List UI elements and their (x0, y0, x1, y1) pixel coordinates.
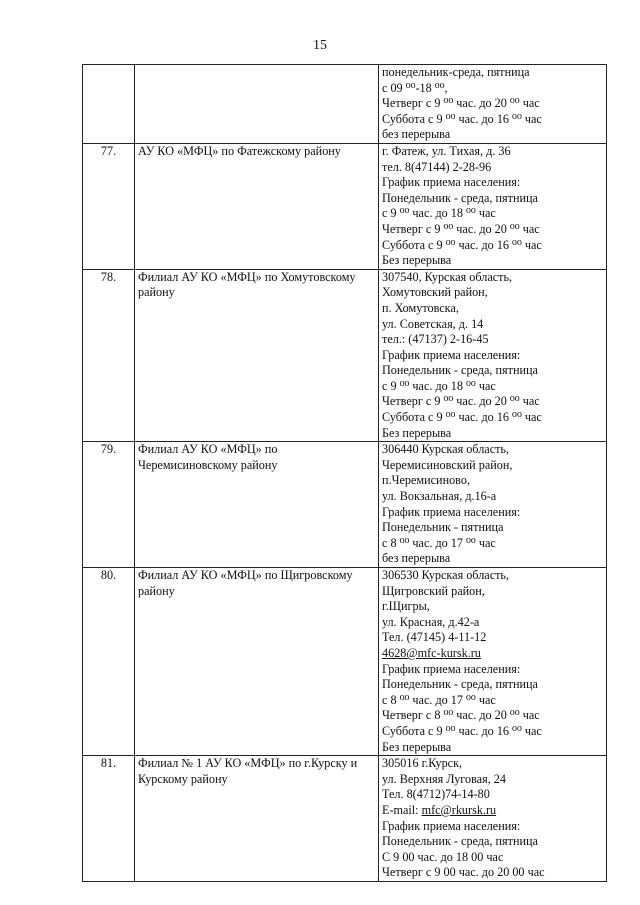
table-row (83, 269, 607, 442)
email-link[interactable]: 4628@mfc-kursk.ru (382, 645, 481, 660)
contact-line: ул. Красная, д.42-а (382, 614, 480, 629)
contact-line: Четверг с 8 ⁰⁰ час. до 20 ⁰⁰ час (382, 708, 540, 723)
contact-line: Суббота с 9 ⁰⁰ час. до 16 ⁰⁰ час (382, 111, 542, 126)
contact-line: Четверг с 9 00 час. до 20 00 час (382, 865, 545, 880)
table-row (83, 756, 607, 882)
contact-line: ул. Вокзальная, д.16-а (382, 489, 497, 504)
contact-line: Понедельник - пятница (382, 520, 504, 535)
contact-line: Хомутовский район, (382, 285, 488, 300)
contact-line: 305016 г.Курск, (382, 756, 463, 771)
contact-line: ул. Верхняя Луговая, 24 (382, 771, 506, 786)
row-number: 81. (83, 756, 135, 882)
contact-line: Понедельник - среда, пятница (382, 190, 538, 205)
contact-line: Тел. (47145) 4-11-12 (382, 630, 487, 645)
office-name: Филиал № 1 АУ КО «МФЦ» по г.Курску и Курскому району (135, 756, 379, 882)
contact-line: с 9 ⁰⁰ час. до 18 ⁰⁰ час (382, 206, 496, 221)
contact-line: с 8 ⁰⁰ час. до 17 ⁰⁰ час (382, 535, 496, 550)
office-name: Филиал АУ КО «МФЦ» по Черемисиновскому району (135, 442, 379, 568)
contact-line (382, 646, 603, 662)
mfc-offices-table (82, 64, 607, 882)
contact-line: без перерыва (382, 551, 451, 566)
office-name: АУ КО «МФЦ» по Фатежскому району (135, 143, 379, 269)
email-link[interactable]: mfc@rkursk.ru (421, 802, 497, 817)
contact-line: Без перерыва (382, 739, 452, 754)
contact-line: без перерыва (382, 127, 451, 142)
office-contacts-schedule (379, 568, 607, 756)
table-row (83, 568, 607, 756)
contact-line: С 9 00 час. до 18 00 час (382, 849, 504, 864)
table-row (83, 442, 607, 568)
contact-line: График приема населения: (382, 175, 521, 190)
page-number: 15 (313, 38, 327, 53)
office-contacts-schedule (379, 442, 607, 568)
contact-line: г. Фатеж, ул. Тихая, д. 36 (382, 143, 511, 158)
contact-line: Суббота с 9 ⁰⁰ час. до 16 ⁰⁰ час (382, 237, 542, 252)
contact-line: п. Хомутовска, (382, 300, 459, 315)
row-number: 77. (83, 143, 135, 269)
contact-line: Суббота с 9 ⁰⁰ час. до 16 ⁰⁰ час (382, 410, 542, 425)
contact-line: 306440 Курская область, (382, 442, 510, 457)
contact-line: Суббота с 9 ⁰⁰ час. до 16 ⁰⁰ час (382, 723, 542, 738)
office-name: Филиал АУ КО «МФЦ» по Хомутовскому району (135, 269, 379, 442)
contact-line: п.Черемисиново, (382, 473, 470, 488)
contact-line: 306530 Курская область, (382, 568, 510, 582)
contact-line: График приема населения: (382, 818, 521, 833)
table-row (83, 65, 607, 144)
contact-line: Без перерыва (382, 253, 452, 268)
contact-line: тел.: (47137) 2-16-45 (382, 332, 489, 347)
contact-line: График приема населения: (382, 504, 521, 519)
contact-line: Понедельник - среда, пятница (382, 363, 538, 378)
row-number: 79. (83, 442, 135, 568)
row-number: 80. (83, 568, 135, 756)
office-contacts-schedule (379, 269, 607, 442)
table-row (83, 143, 607, 269)
contact-line: Черемисиновский район, (382, 457, 513, 472)
contact-line: с 09 ⁰⁰-18 ⁰⁰, (382, 80, 448, 95)
office-name (135, 65, 379, 144)
contact-line: Четверг с 9 ⁰⁰ час. до 20 ⁰⁰ час (382, 96, 540, 111)
contact-line: Щигровский район, (382, 583, 485, 598)
contact-line: ул. Советская, д. 14 (382, 316, 484, 331)
contact-line: E-mail: mfc@rkursk.ru (382, 802, 497, 817)
contact-line: понедельник-среда, пятница (382, 65, 530, 79)
contact-line: г.Щигры, (382, 599, 430, 614)
contact-line: Понедельник - среда, пятница (382, 677, 538, 692)
contact-line: График приема населения: (382, 661, 521, 676)
contact-line: с 9 ⁰⁰ час. до 18 ⁰⁰ час (382, 378, 496, 393)
contact-line: График приема населения: (382, 347, 521, 362)
office-name: Филиал АУ КО «МФЦ» по Щигровскому району (135, 568, 379, 756)
contact-line: Четверг с 9 ⁰⁰ час. до 20 ⁰⁰ час (382, 394, 540, 409)
contact-line: тел. 8(47144) 2-28-96 (382, 159, 492, 174)
contact-line: Тел. 8(4712)74-14-80 (382, 787, 490, 802)
contact-line: 307540, Курская область, (382, 269, 513, 284)
contact-line: Без перерыва (382, 425, 452, 440)
office-contacts-schedule (379, 65, 607, 144)
office-contacts-schedule (379, 143, 607, 269)
row-number (83, 65, 135, 144)
contact-line: Четверг с 9 ⁰⁰ час. до 20 ⁰⁰ час (382, 221, 540, 236)
contact-line: с 8 ⁰⁰ час. до 17 ⁰⁰ час (382, 692, 496, 707)
office-contacts-schedule (379, 756, 607, 882)
row-number: 78. (83, 269, 135, 442)
contact-line: Понедельник - среда, пятница (382, 834, 538, 849)
